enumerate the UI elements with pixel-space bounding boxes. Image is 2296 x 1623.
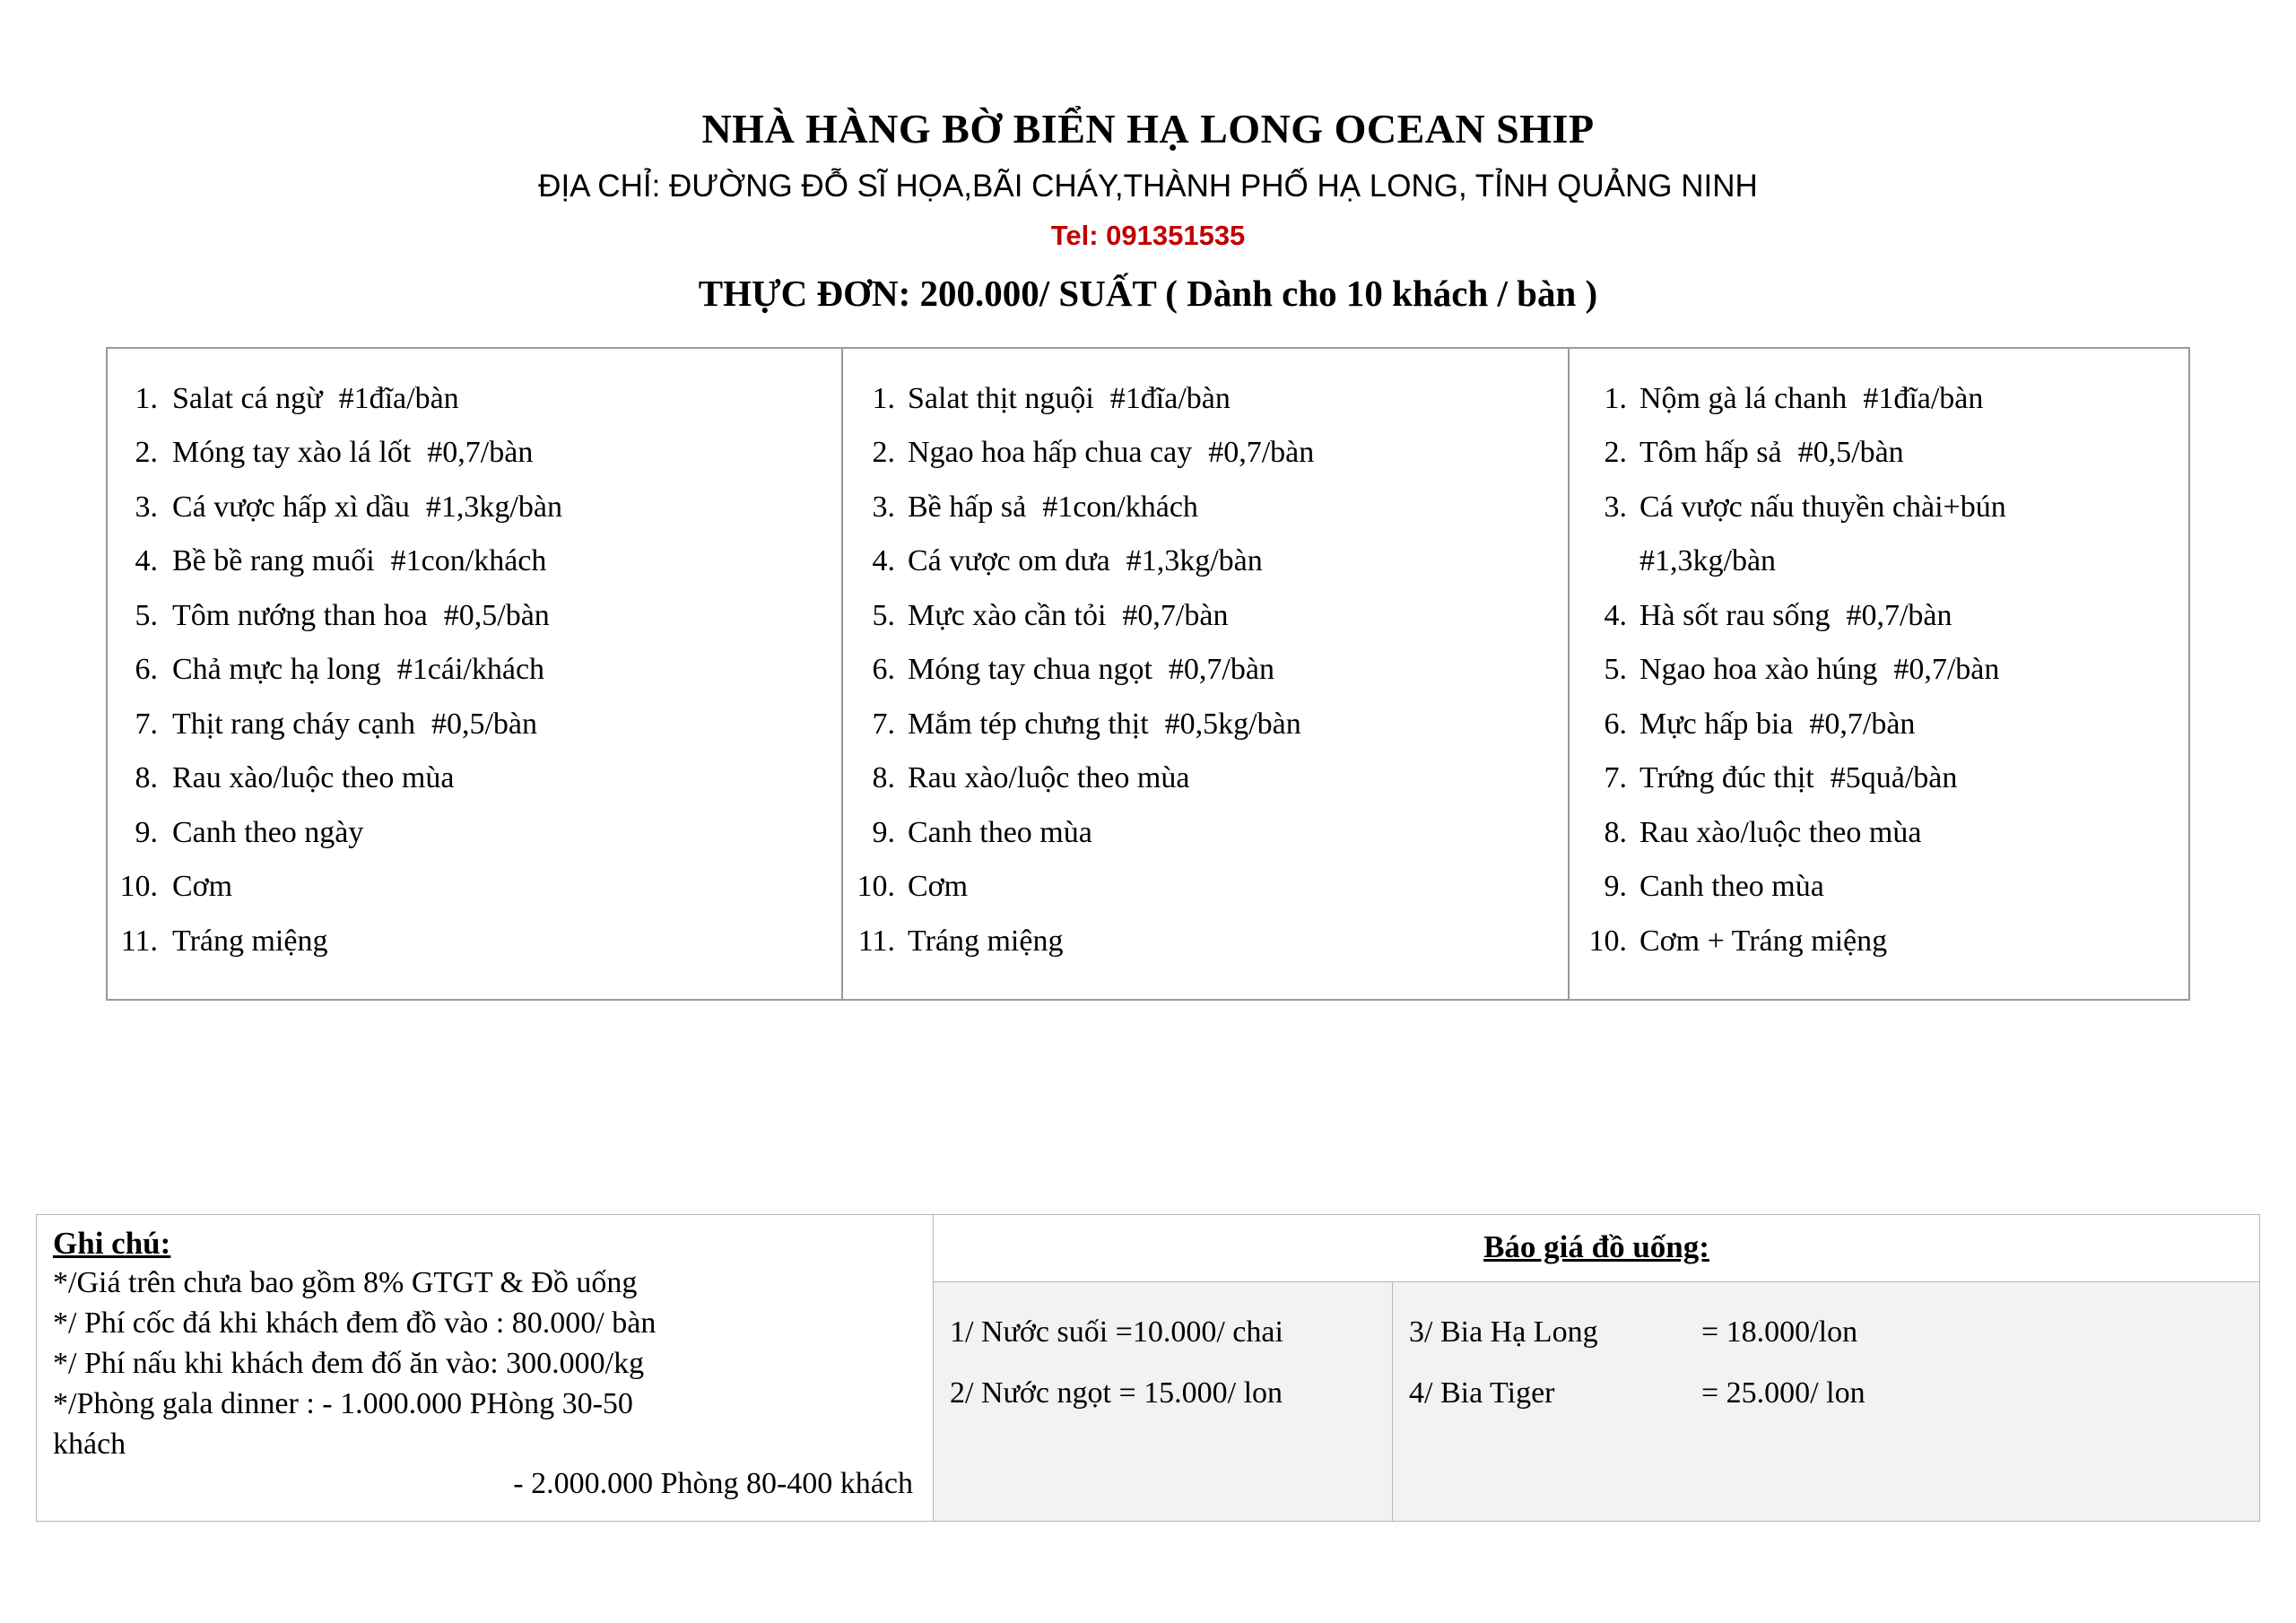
- menu-item: [1578, 372, 2179, 427]
- drink-row: [950, 1363, 1376, 1424]
- menu-item: [852, 534, 1559, 589]
- item-number: 9.: [135, 815, 158, 849]
- item-name: Trứng đúc thịt: [1639, 761, 1814, 795]
- drink-price: [1283, 1313, 1307, 1352]
- item-name: Tôm nướng than hoa: [172, 598, 428, 632]
- drinks-column-right: [1393, 1282, 2259, 1521]
- drinks-column-left: [934, 1282, 1393, 1521]
- item-name: Mực hấp bia: [1639, 707, 1794, 741]
- item-number: 3.: [1604, 490, 1627, 524]
- item-name: Tráng miệng: [908, 924, 1064, 958]
- notes-block: [37, 1215, 934, 1521]
- menu-item: [1578, 806, 2179, 861]
- item-number: 9.: [872, 815, 895, 849]
- item-quantity: #0,7/bàn: [1208, 436, 1315, 470]
- menu-item: [1578, 426, 2179, 481]
- menu-item: [852, 806, 1559, 861]
- item-number: 7.: [872, 707, 895, 741]
- item-name: Mực xào cần tỏi: [908, 598, 1107, 632]
- notes-line: */ Phí nấu khi khách đem đố ăn vào: 300.000/kg: [53, 1346, 645, 1380]
- menu-item: [852, 643, 1559, 698]
- item-name: Nộm gà lá chanh: [1639, 381, 1848, 415]
- menu-item-continuation: [1578, 534, 2179, 589]
- item-number: 6.: [872, 653, 895, 687]
- item-quantity: #1đĩa/bàn: [1863, 381, 1984, 415]
- menu-item: [117, 915, 832, 969]
- item-name: Tôm hấp sả: [1639, 436, 1782, 470]
- drinks-title: Báo giá đồ uống:: [934, 1215, 2259, 1281]
- item-name: Hà sốt rau sống: [1639, 598, 1831, 632]
- item-name: Rau xào/luộc theo mùa: [172, 761, 455, 795]
- restaurant-phone: Tel: 091351535: [1050, 219, 1246, 251]
- item-number: 11.: [857, 924, 895, 958]
- menu-item: [852, 860, 1559, 915]
- item-name: Cơm: [172, 870, 233, 904]
- notes-title: Ghi chú:: [53, 1226, 171, 1261]
- item-quantity: #0,5/bàn: [1797, 436, 1904, 470]
- menu-item: [1578, 643, 2179, 698]
- item-number: 8.: [872, 761, 895, 795]
- item-quantity: #0,7/bàn: [1122, 598, 1229, 632]
- item-number: 6.: [135, 653, 158, 687]
- notes-line: */Giá trên chưa bao gồm 8% GTGT & Đồ uống: [53, 1266, 638, 1299]
- menu-item: [852, 698, 1559, 752]
- item-name: #1,3kg/bàn: [1639, 544, 1777, 578]
- drink-price: = 25.000/ lon: [1701, 1376, 1866, 1410]
- item-quantity: #1,3kg/bàn: [1126, 544, 1263, 578]
- document-header: [0, 0, 2296, 315]
- menu-item: [117, 534, 832, 589]
- item-quantity: #0,7/bàn: [1168, 653, 1274, 687]
- item-number: 10.: [119, 870, 158, 904]
- notes-line: khách: [53, 1427, 126, 1461]
- item-name: Thịt rang cháy cạnh: [172, 707, 415, 741]
- menu-item: [852, 372, 1559, 427]
- item-quantity: #0,7/bàn: [1809, 707, 1916, 741]
- item-name: Salat thịt nguội: [908, 381, 1094, 415]
- item-name: Bề hấp sả: [908, 490, 1027, 524]
- menu-table: [106, 347, 2190, 1002]
- menu-item: [852, 915, 1559, 969]
- item-number: 8.: [1604, 815, 1627, 849]
- item-name: Móng tay chua ngọt: [908, 653, 1152, 687]
- item-number: 7.: [1604, 761, 1627, 795]
- drinks-grid: [934, 1281, 2259, 1521]
- menu-item: [117, 589, 832, 644]
- item-number: 3.: [872, 490, 895, 524]
- menu-item: [852, 589, 1559, 644]
- menu-item: [1578, 860, 2179, 915]
- item-number: 6.: [1604, 707, 1627, 741]
- item-quantity: #0,5kg/bàn: [1164, 707, 1301, 741]
- item-number: 5.: [135, 598, 158, 632]
- item-number: 4.: [1604, 598, 1627, 632]
- item-name: Cá vược om dưa: [908, 544, 1110, 578]
- item-quantity: #1cái/khách: [396, 653, 545, 687]
- menu-column-1: [108, 349, 843, 1000]
- drink-price: [1283, 1374, 1306, 1413]
- item-quantity: #1đĩa/bàn: [1109, 381, 1231, 415]
- item-name: Rau xào/luộc theo mùa: [1639, 815, 1922, 849]
- drink-name: 2/ Nước ngọt = 15.000/ lon: [950, 1376, 1283, 1410]
- item-number: 9.: [1604, 870, 1627, 904]
- menu-item: [1578, 481, 2179, 535]
- item-name: Cơm: [908, 870, 969, 904]
- item-quantity: #0,7/bàn: [1893, 653, 2000, 687]
- item-number: 7.: [135, 707, 158, 741]
- item-quantity: #1con/khách: [390, 544, 547, 578]
- menu-title: THỰC ĐƠN: 200.000/ SUẤT ( Dành cho 10 khách / bàn ): [698, 272, 1598, 314]
- menu-column-3: [1570, 349, 2188, 1000]
- item-name: Canh theo mùa: [908, 815, 1092, 849]
- menu-item: [852, 751, 1559, 806]
- footer-section: [36, 1214, 2260, 1522]
- drink-price: = 18.000/lon: [1701, 1315, 1858, 1349]
- restaurant-address: ĐỊA CHỈ: ĐƯỜNG ĐỖ SĨ HỌA,BÃI CHÁY,THÀNH PHỐ HẠ LONG, TỈNH QUẢNG NINH: [538, 168, 1758, 204]
- item-number: 10.: [1588, 924, 1627, 958]
- item-number: 2.: [135, 436, 158, 470]
- item-number: 1.: [1604, 381, 1627, 415]
- menu-item: [117, 643, 832, 698]
- item-name: Cơm + Tráng miệng: [1639, 924, 1888, 958]
- drink-name: 1/ Nước suối =10.000/ chai: [950, 1315, 1283, 1349]
- menu-item: [1578, 751, 2179, 806]
- notes-line: */ Phí cốc đá khi khách đem đồ vào : 80.000/ bàn: [53, 1306, 657, 1340]
- item-number: 11.: [120, 924, 158, 958]
- item-number: 8.: [135, 761, 158, 795]
- menu-item: [1578, 589, 2179, 644]
- item-name: Tráng miệng: [172, 924, 328, 958]
- item-name: Chả mực hạ long: [172, 653, 381, 687]
- item-quantity: #1,3kg/bàn: [425, 490, 562, 524]
- item-name: Canh theo ngày: [172, 815, 364, 849]
- drink-row: [1409, 1302, 2243, 1363]
- item-quantity: #1con/khách: [1042, 490, 1198, 524]
- menu-item: [852, 481, 1559, 535]
- item-name: Canh theo mùa: [1639, 870, 1824, 904]
- item-number: 5.: [1604, 653, 1627, 687]
- restaurant-name: NHÀ HÀNG BỜ BIỂN HẠ LONG OCEAN SHIP: [701, 106, 1595, 152]
- item-name: Cá vược hấp xì dầu: [172, 490, 410, 524]
- item-number: 1.: [135, 381, 158, 415]
- menu-item: [117, 426, 832, 481]
- item-quantity: #0,7/bàn: [427, 436, 534, 470]
- menu-item: [1578, 698, 2179, 752]
- item-quantity: #0,5/bàn: [430, 707, 537, 741]
- item-number: 2.: [1604, 436, 1627, 470]
- drink-row: [1409, 1363, 2243, 1424]
- item-quantity: #5quả/bàn: [1830, 761, 1958, 795]
- menu-item: [117, 806, 832, 861]
- item-name: Salat cá ngừ: [172, 381, 323, 415]
- item-name: Rau xào/luộc theo mùa: [908, 761, 1190, 795]
- item-quantity: #0,5/bàn: [443, 598, 550, 632]
- item-number: 4.: [872, 544, 895, 578]
- item-name: Bề bề rang muối: [172, 544, 375, 578]
- item-number: 5.: [872, 598, 895, 632]
- item-number: 1.: [872, 381, 895, 415]
- menu-column-2: [843, 349, 1570, 1000]
- menu-item: [117, 372, 832, 427]
- item-name: Móng tay xào lá lốt: [172, 436, 412, 470]
- menu-item: [117, 751, 832, 806]
- item-number: 4.: [135, 544, 158, 578]
- item-name: Mắm tép chưng thịt: [908, 707, 1149, 741]
- item-name: Ngao hoa xào húng: [1639, 653, 1878, 687]
- item-number: 3.: [135, 490, 158, 524]
- notes-line: - 2.000.000 Phòng 80-400 khách: [513, 1467, 913, 1501]
- notes-line: */Phòng gala dinner : - 1.000.000 PHòng 30-50: [53, 1386, 633, 1420]
- drink-row: [950, 1302, 1376, 1363]
- item-name: Cá vược nấu thuyền chài+bún: [1639, 490, 2006, 524]
- item-name: Ngao hoa hấp chua cay: [908, 436, 1193, 470]
- drink-name: 3/ Bia Hạ Long: [1409, 1315, 1598, 1349]
- item-quantity: #0,7/bàn: [1846, 598, 1952, 632]
- item-number: 10.: [857, 870, 895, 904]
- menu-item: [1578, 915, 2179, 969]
- menu-item: [117, 860, 832, 915]
- item-quantity: #1đĩa/bàn: [338, 381, 459, 415]
- menu-item: [852, 426, 1559, 481]
- menu-item: [117, 698, 832, 752]
- item-number: 2.: [872, 436, 895, 470]
- menu-item: [117, 481, 832, 535]
- drinks-price-block: [934, 1215, 2259, 1521]
- drink-name: 4/ Bia Tiger: [1409, 1376, 1555, 1410]
